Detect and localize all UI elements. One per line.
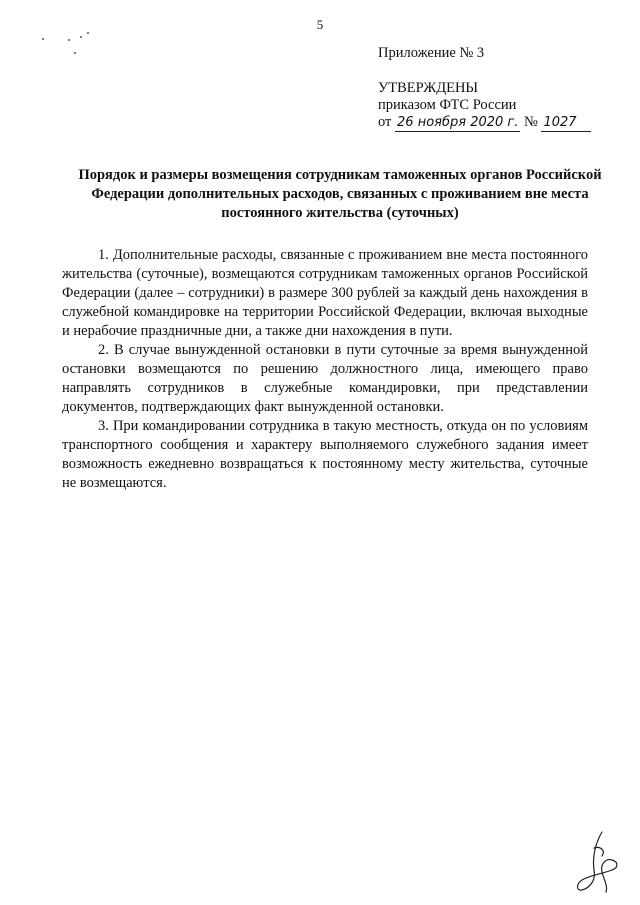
- date-prefix: от: [378, 114, 392, 130]
- paragraph-3: 3. При командировании сотрудника в такую местность, откуда он по условиям транспортного сообщения и характеру выполняемого служебного задания имеет возможность ежедневно возвращаться к постоянному месту жительства, суточные не возмещаются.: [62, 418, 588, 491]
- scan-specks: [38, 30, 98, 60]
- order-date-line: [378, 114, 591, 132]
- approved-label: УТВЕРЖДЕНЫ: [378, 80, 479, 96]
- page-number: 5: [316, 17, 324, 32]
- approval-block: [378, 45, 591, 132]
- document-title: Порядок и размеры возмещения сотрудникам таможенных органов Российской Федерации дополнительных расходов, связанных с проживанием вне места постоянного жительства (суточных): [78, 167, 602, 221]
- handwritten-signature: [572, 828, 622, 894]
- paragraph-2: 2. В случае вынужденной остановки в пути суточные за время вынужденной остановки возмещаются по решению должностного лица, имеющего право направлять сотрудников в служебные командировки, при представлении документов, подтверждающих факт вынужденной остановки.: [62, 342, 588, 415]
- order-label: приказом ФТС России: [378, 97, 517, 113]
- order-date: 26 ноября 2020 г.: [397, 115, 519, 130]
- annex-label: Приложение № 3: [378, 45, 485, 61]
- document-body: [62, 246, 588, 493]
- paragraph-1: 1. Дополнительные расходы, связанные с проживанием вне места постоянного жительства (суточные), возмещаются сотрудникам таможенных органов Российской Федерации (далее – сотрудники) в размере 300 рублей за каждый день нахождения в служебной командировке на территории Российской Федерации, включая выходные и нерабочие праздничные дни, а также дни нахождения в пути.: [62, 247, 588, 339]
- number-prefix: №: [524, 114, 538, 130]
- order-number: 1027: [541, 114, 591, 132]
